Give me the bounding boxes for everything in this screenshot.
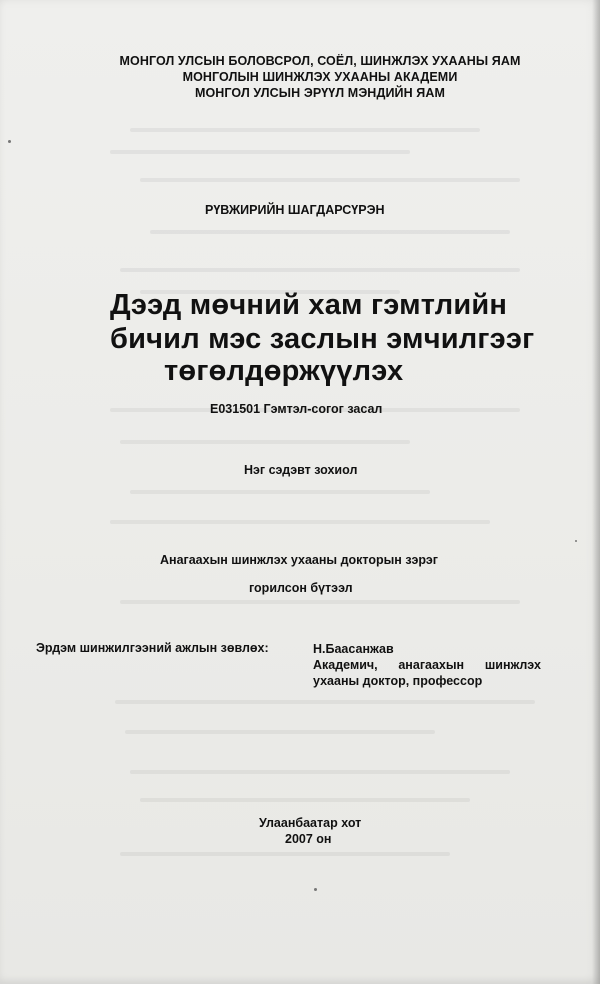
page-edge-shadow [592,0,600,984]
bleed-through-line [120,600,520,604]
bleed-through-line [110,150,410,154]
bleed-through-line [150,230,510,234]
bleed-through-line [130,770,510,774]
advisor-title-line-2: ухааны доктор, профессор [313,674,483,688]
bleed-through-line [115,700,535,704]
bleed-through-line [120,268,520,272]
advisor-title-word: анагаахын [398,658,465,672]
specialty-code: E031501 Гэмтэл-согог засал [210,402,383,416]
ministry-line-1: МОНГОЛ УЛСЫН БОЛОВСРОЛ, СОЁЛ, ШИНЖЛЭХ УХААНЫ ЯАМ [119,54,521,68]
bleed-through-line [110,520,490,524]
advisor-title-word: шинжлэх [484,658,541,672]
bleed-through-line [130,490,430,494]
title-line-2: бичил мэс заслын эмчилгээг [110,323,535,355]
dust-speck [8,140,11,143]
bleed-through-line [130,128,480,132]
bleed-through-line [120,852,450,856]
advisor-name: Н.Баасанжав [313,642,394,656]
place: Улаанбаатар хот [259,816,362,830]
degree-line-2: горилсон бүтээл [249,581,353,595]
title-line-1: Дээд мөчний хам гэмтлийн [110,289,508,321]
dust-speck [575,540,577,542]
work-type: Нэг сэдэвт зохиол [244,463,358,477]
bleed-through-line [140,178,520,182]
ministry-line-2: МОНГОЛЫН ШИНЖЛЭХ УХААНЫ АКАДЕМИ [182,70,458,84]
advisor-label: Эрдэм шинжилгээний ажлын зөвлөх: [36,641,269,655]
bleed-through-line [120,440,410,444]
ministry-line-3: МОНГОЛ УЛСЫН ЭРҮҮЛ МЭНДИЙН ЯАМ [194,86,446,100]
bleed-through-line [125,730,435,734]
advisor-block [313,641,543,689]
title-line-3: төгөлдөржүүлэх [164,355,404,387]
author-name: РҮВЖИРИЙН ШАГДАРСҮРЭН [205,203,385,217]
year: 2007 он [285,832,332,846]
bleed-through-line [140,798,470,802]
degree-line-1: Анагаахын шинжлэх ухааны докторын зэрэг [160,553,439,567]
dust-speck [314,888,317,891]
advisor-title-word: Академич, [313,658,378,672]
advisor-title-line-1 [313,657,541,673]
